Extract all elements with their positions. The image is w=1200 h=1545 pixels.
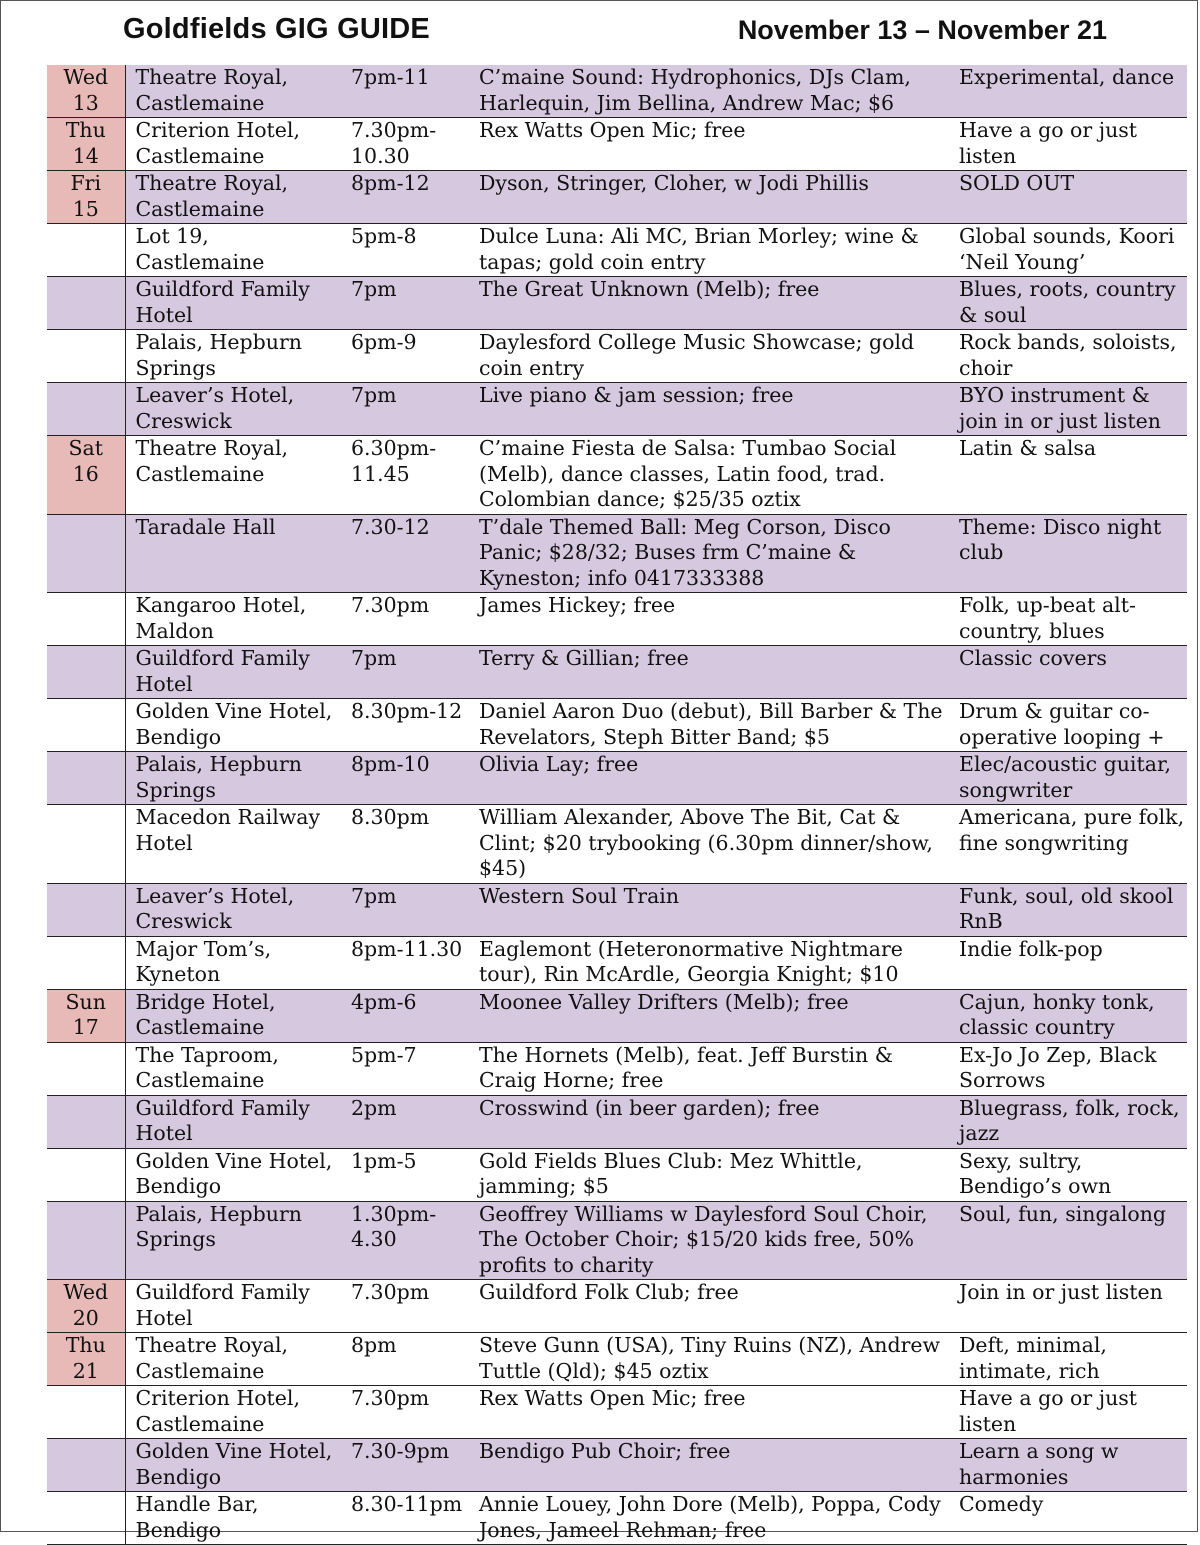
venue-cell: Macedon Railway Hotel xyxy=(125,805,341,884)
day-name: Wed xyxy=(63,1280,109,1304)
time-cell: 2pm xyxy=(341,1095,469,1148)
act-cell: Olivia Lay; free xyxy=(469,752,949,805)
act-cell: Gold Fields Blues Club: Mez Whittle, jamming; $5 xyxy=(469,1148,949,1201)
act-cell: Steve Gunn (USA), Tiny Ruins (NZ), Andrew Tuttle (Qld); $45 oztix xyxy=(469,1333,949,1386)
table-row xyxy=(47,646,1187,699)
date-range: November 13 – November 21 xyxy=(737,15,1107,45)
header xyxy=(1,1,1197,65)
style-cell: Cajun, honky tonk, classic country xyxy=(949,989,1187,1042)
day-name: Wed xyxy=(63,65,109,89)
venue-cell: Palais, Hepburn Springs xyxy=(125,752,341,805)
venue-cell: Criterion Hotel, Castlemaine xyxy=(125,118,341,171)
act-cell: T’dale Themed Ball: Meg Corson, Disco Panic; $28/32; Buses frm C’maine & Kyneston; info 0417333388 xyxy=(469,514,949,593)
table-row xyxy=(47,1492,1187,1545)
act-cell: Dulce Luna: Ali MC, Brian Morley; wine & tapas; gold coin entry xyxy=(469,224,949,277)
table-row xyxy=(47,383,1187,436)
day-name: Sat xyxy=(68,436,103,460)
time-cell: 4pm-6 xyxy=(341,989,469,1042)
style-cell: Funk, soul, old skool RnB xyxy=(949,883,1187,936)
day-cell xyxy=(47,224,125,277)
style-cell: Folk, up-beat alt-country, blues xyxy=(949,593,1187,646)
time-cell: 7.30-12 xyxy=(341,514,469,593)
day-cell xyxy=(47,1439,125,1492)
table-row xyxy=(47,1201,1187,1280)
venue-cell: The Taproom, Castlemaine xyxy=(125,1042,341,1095)
day-cell xyxy=(47,699,125,752)
style-cell: Sexy, sultry, Bendigo’s own xyxy=(949,1148,1187,1201)
style-cell: Global sounds, Koori ‘Neil Young’ xyxy=(949,224,1187,277)
act-cell: Daniel Aaron Duo (debut), Bill Barber & The Revelators, Steph Bitter Band; $5 xyxy=(469,699,949,752)
style-cell: Experimental, dance xyxy=(949,65,1187,118)
day-cell xyxy=(47,383,125,436)
style-cell: BYO instrument & join in or just listen xyxy=(949,383,1187,436)
day-cell xyxy=(47,1201,125,1280)
table-row xyxy=(47,883,1187,936)
time-cell: 8pm-12 xyxy=(341,171,469,224)
table-row xyxy=(47,1386,1187,1439)
act-cell: Moonee Valley Drifters (Melb); free xyxy=(469,989,949,1042)
act-cell: Dyson, Stringer, Cloher, w Jodi Phillis xyxy=(469,171,949,224)
act-cell: The Great Unknown (Melb); free xyxy=(469,277,949,330)
day-cell xyxy=(47,883,125,936)
gig-table xyxy=(47,65,1187,1545)
venue-cell: Guildford Family Hotel xyxy=(125,1280,341,1333)
act-cell: Western Soul Train xyxy=(469,883,949,936)
act-cell: Guildford Folk Club; free xyxy=(469,1280,949,1333)
day-cell xyxy=(47,1148,125,1201)
venue-cell: Criterion Hotel, Castlemaine xyxy=(125,1386,341,1439)
table-row xyxy=(47,224,1187,277)
table-row xyxy=(47,805,1187,884)
time-cell: 8pm-11.30 xyxy=(341,936,469,989)
style-cell: Deft, minimal, intimate, rich xyxy=(949,1333,1187,1386)
time-cell: 6pm-9 xyxy=(341,330,469,383)
act-cell: Eaglemont (Heteronormative Nightmare tour), Rin McArdle, Georgia Knight; $10 xyxy=(469,936,949,989)
style-cell: Theme: Disco night club xyxy=(949,514,1187,593)
time-cell: 7pm xyxy=(341,383,469,436)
day-cell xyxy=(47,330,125,383)
table-row xyxy=(47,277,1187,330)
day-cell xyxy=(47,277,125,330)
day-name: Fri xyxy=(70,171,102,195)
time-cell: 7.30pm-10.30 xyxy=(341,118,469,171)
style-cell: Soul, fun, singalong xyxy=(949,1201,1187,1280)
venue-cell: Bridge Hotel, Castlemaine xyxy=(125,989,341,1042)
table-row xyxy=(47,989,1187,1042)
day-cell xyxy=(47,646,125,699)
venue-cell: Theatre Royal, Castlemaine xyxy=(125,1333,341,1386)
venue-cell: Golden Vine Hotel, Bendigo xyxy=(125,1148,341,1201)
table-row xyxy=(47,1148,1187,1201)
day-number: 16 xyxy=(72,461,99,486)
time-cell: 5pm-7 xyxy=(341,1042,469,1095)
act-cell: C’maine Sound: Hydrophonics, DJs Clam, Harlequin, Jim Bellina, Andrew Mac; $6 xyxy=(469,65,949,118)
table-row xyxy=(47,118,1187,171)
venue-cell: Theatre Royal, Castlemaine xyxy=(125,65,341,118)
act-cell: Crosswind (in beer garden); free xyxy=(469,1095,949,1148)
time-cell: 7pm xyxy=(341,883,469,936)
time-cell: 8.30pm xyxy=(341,805,469,884)
venue-cell: Guildford Family Hotel xyxy=(125,277,341,330)
act-cell: Daylesford College Music Showcase; gold coin entry xyxy=(469,330,949,383)
table-row xyxy=(47,436,1187,515)
day-cell xyxy=(47,65,125,118)
table-row xyxy=(47,330,1187,383)
act-cell: Annie Louey, John Dore (Melb), Poppa, Cody Jones, Jameel Rehman; free xyxy=(469,1492,949,1545)
time-cell: 6.30pm-11.45 xyxy=(341,436,469,515)
venue-cell: Major Tom’s, Kyneton xyxy=(125,936,341,989)
act-cell: James Hickey; free xyxy=(469,593,949,646)
table-row xyxy=(47,699,1187,752)
act-cell: Rex Watts Open Mic; free xyxy=(469,118,949,171)
day-number: 20 xyxy=(72,1305,99,1330)
day-cell xyxy=(47,593,125,646)
table-row xyxy=(47,1333,1187,1386)
day-name: Thu xyxy=(65,1333,106,1357)
style-cell: Classic covers xyxy=(949,646,1187,699)
day-cell xyxy=(47,118,125,171)
time-cell: 7.30pm xyxy=(341,1280,469,1333)
venue-cell: Leaver’s Hotel, Creswick xyxy=(125,383,341,436)
venue-cell: Palais, Hepburn Springs xyxy=(125,330,341,383)
table-row xyxy=(47,514,1187,593)
table-row xyxy=(47,936,1187,989)
day-number: 15 xyxy=(72,196,99,221)
venue-cell: Handle Bar, Bendigo xyxy=(125,1492,341,1545)
time-cell: 7pm xyxy=(341,646,469,699)
day-cell xyxy=(47,752,125,805)
style-cell: Elec/acoustic guitar, songwriter xyxy=(949,752,1187,805)
style-cell: Bluegrass, folk, rock, jazz xyxy=(949,1095,1187,1148)
act-cell: Bendigo Pub Choir; free xyxy=(469,1439,949,1492)
style-cell: SOLD OUT xyxy=(949,171,1187,224)
time-cell: 8.30pm-12 xyxy=(341,699,469,752)
table-row xyxy=(47,1280,1187,1333)
day-number: 14 xyxy=(72,143,99,168)
venue-cell: Taradale Hall xyxy=(125,514,341,593)
style-cell: Drum & guitar co-operative looping + xyxy=(949,699,1187,752)
time-cell: 7.30-9pm xyxy=(341,1439,469,1492)
table-row xyxy=(47,171,1187,224)
time-cell: 7pm xyxy=(341,277,469,330)
venue-cell: Leaver’s Hotel, Creswick xyxy=(125,883,341,936)
venue-cell: Theatre Royal, Castlemaine xyxy=(125,171,341,224)
act-cell: Terry & Gillian; free xyxy=(469,646,949,699)
act-cell: The Hornets (Melb), feat. Jeff Burstin & Craig Horne; free xyxy=(469,1042,949,1095)
table-row xyxy=(47,752,1187,805)
day-name: Thu xyxy=(65,118,106,142)
page-title: Goldfields GIG GUIDE xyxy=(123,13,430,45)
time-cell: 7.30pm xyxy=(341,593,469,646)
style-cell: Have a go or just listen xyxy=(949,1386,1187,1439)
act-cell: Live piano & jam session; free xyxy=(469,383,949,436)
table-row xyxy=(47,1439,1187,1492)
venue-cell: Guildford Family Hotel xyxy=(125,646,341,699)
time-cell: 8pm xyxy=(341,1333,469,1386)
style-cell: Latin & salsa xyxy=(949,436,1187,515)
day-cell xyxy=(47,936,125,989)
table-row xyxy=(47,593,1187,646)
style-cell: Americana, pure folk, fine songwriting xyxy=(949,805,1187,884)
time-cell: 8.30-11pm xyxy=(341,1492,469,1545)
venue-cell: Golden Vine Hotel, Bendigo xyxy=(125,1439,341,1492)
table-row xyxy=(47,1095,1187,1148)
act-cell: William Alexander, Above The Bit, Cat & Clint; $20 trybooking (6.30pm dinner/show, $45) xyxy=(469,805,949,884)
day-name: Sun xyxy=(65,989,106,1014)
day-cell xyxy=(47,1280,125,1333)
act-cell: C’maine Fiesta de Salsa: Tumbao Social (Melb), dance classes, Latin food, trad. Colombian dance; $25/35 oztix xyxy=(469,436,949,515)
day-number: 13 xyxy=(72,90,99,115)
time-cell: 1pm-5 xyxy=(341,1148,469,1201)
day-cell xyxy=(47,1095,125,1148)
time-cell: 8pm-10 xyxy=(341,752,469,805)
style-cell: Have a go or just listen xyxy=(949,118,1187,171)
act-cell: Rex Watts Open Mic; free xyxy=(469,1386,949,1439)
venue-cell: Lot 19, Castlemaine xyxy=(125,224,341,277)
day-cell xyxy=(47,436,125,515)
day-cell xyxy=(47,514,125,593)
time-cell: 7.30pm xyxy=(341,1386,469,1439)
act-cell: Geoffrey Williams w Daylesford Soul Choir, The October Choir; $15/20 kids free, 50% profits to charity xyxy=(469,1201,949,1280)
style-cell: Learn a song w harmonies xyxy=(949,1439,1187,1492)
venue-cell: Guildford Family Hotel xyxy=(125,1095,341,1148)
time-cell: 1.30pm-4.30 xyxy=(341,1201,469,1280)
time-cell: 5pm-8 xyxy=(341,224,469,277)
style-cell: Join in or just listen xyxy=(949,1280,1187,1333)
style-cell: Blues, roots, country & soul xyxy=(949,277,1187,330)
day-cell xyxy=(47,171,125,224)
style-cell: Rock bands, soloists, choir xyxy=(949,330,1187,383)
venue-cell: Golden Vine Hotel, Bendigo xyxy=(125,699,341,752)
day-cell xyxy=(47,1386,125,1439)
table-row xyxy=(47,65,1187,118)
day-number: 17 xyxy=(72,1015,99,1039)
style-cell: Comedy xyxy=(949,1492,1187,1545)
day-cell xyxy=(47,1492,125,1545)
day-cell xyxy=(47,1333,125,1386)
table-row xyxy=(47,1042,1187,1095)
style-cell: Ex-Jo Jo Zep, Black Sorrows xyxy=(949,1042,1187,1095)
day-cell xyxy=(47,1042,125,1095)
venue-cell: Theatre Royal, Castlemaine xyxy=(125,436,341,515)
venue-cell: Kangaroo Hotel, Maldon xyxy=(125,593,341,646)
gig-table-body xyxy=(47,65,1187,1545)
day-number: 21 xyxy=(72,1358,99,1383)
style-cell: Indie folk-pop xyxy=(949,936,1187,989)
day-cell xyxy=(47,805,125,884)
venue-cell: Palais, Hepburn Springs xyxy=(125,1201,341,1280)
time-cell: 7pm-11 xyxy=(341,65,469,118)
day-cell xyxy=(47,989,125,1042)
